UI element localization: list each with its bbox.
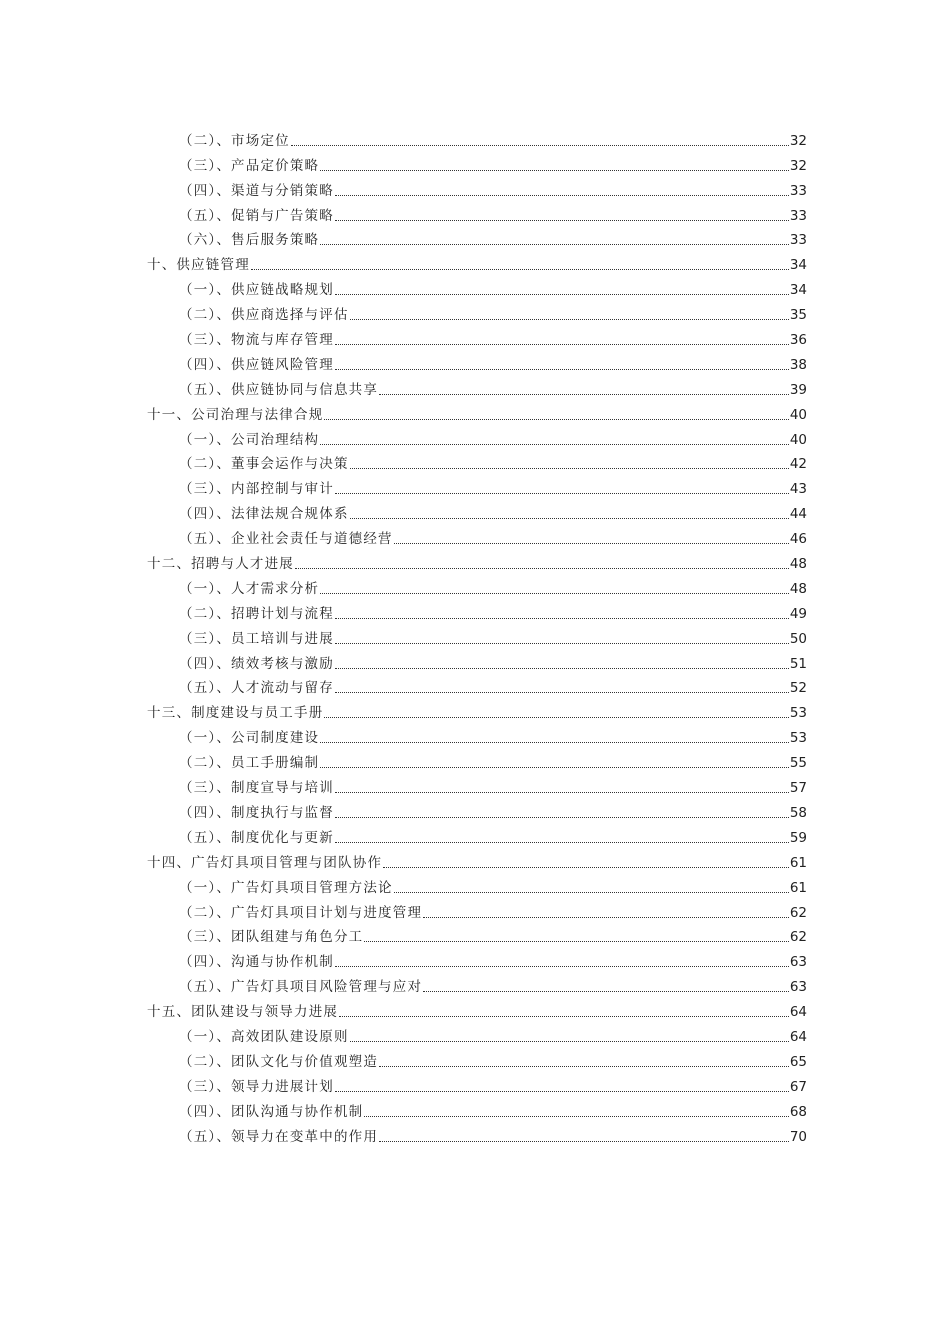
toc-entry-page-number: 46 bbox=[789, 531, 807, 548]
toc-entry-title: （二）、市场定位 bbox=[179, 132, 290, 149]
toc-entry-page-number: 58 bbox=[789, 804, 807, 821]
dot-leader bbox=[394, 543, 789, 544]
toc-entry-title: （二）、广告灯具项目计划与进度管理 bbox=[179, 904, 423, 921]
toc-entry-title: （一）、公司制度建设 bbox=[179, 730, 320, 747]
toc-entry-title: （三）、内部控制与审计 bbox=[179, 481, 334, 498]
toc-section-entry[interactable] bbox=[147, 572, 807, 597]
dot-leader bbox=[335, 294, 789, 295]
toc-entry-title: （二）、招聘计划与流程 bbox=[179, 605, 334, 622]
dot-leader bbox=[423, 991, 789, 992]
dot-leader bbox=[335, 220, 789, 221]
toc-section-entry[interactable] bbox=[147, 597, 807, 622]
dot-leader bbox=[335, 493, 789, 494]
toc-entry-title: （一）、供应链战略规划 bbox=[179, 282, 334, 299]
toc-entry-page-number: 48 bbox=[789, 580, 807, 597]
toc-section-entry[interactable] bbox=[147, 746, 807, 771]
toc-entry-title: （四）、沟通与协作机制 bbox=[179, 954, 334, 971]
toc-entry-title: （五）、促销与广告策略 bbox=[179, 207, 334, 224]
toc-entry-title: 十四、广告灯具项目管理与团队协作 bbox=[147, 854, 383, 871]
dot-leader bbox=[320, 767, 789, 768]
dot-leader bbox=[379, 394, 789, 395]
dot-leader bbox=[350, 518, 789, 519]
toc-section-entry[interactable] bbox=[147, 124, 807, 149]
toc-section-entry[interactable] bbox=[147, 1095, 807, 1120]
toc-entry-page-number: 53 bbox=[789, 730, 807, 747]
toc-entry-title: （一）、高效团队建设原则 bbox=[179, 1028, 349, 1045]
toc-section-entry[interactable] bbox=[147, 672, 807, 697]
dot-leader bbox=[335, 643, 789, 644]
toc-entry-page-number: 35 bbox=[789, 307, 807, 324]
toc-chapter-entry[interactable] bbox=[147, 547, 807, 572]
toc-entry-page-number: 33 bbox=[789, 232, 807, 249]
toc-section-entry[interactable] bbox=[147, 771, 807, 796]
toc-entry-title: （三）、员工培训与进展 bbox=[179, 630, 334, 647]
dot-leader bbox=[324, 717, 788, 718]
toc-entry-page-number: 59 bbox=[789, 829, 807, 846]
toc-entry-page-number: 61 bbox=[789, 854, 807, 871]
toc-chapter-entry[interactable] bbox=[147, 248, 807, 273]
toc-entry-page-number: 67 bbox=[789, 1078, 807, 1095]
toc-entry-page-number: 63 bbox=[789, 979, 807, 996]
toc-entry-page-number: 62 bbox=[789, 929, 807, 946]
toc-entry-title: 十五、团队建设与领导力进展 bbox=[147, 1004, 339, 1021]
toc-entry-page-number: 34 bbox=[789, 257, 807, 274]
toc-section-entry[interactable] bbox=[147, 970, 807, 995]
toc-section-entry[interactable] bbox=[147, 348, 807, 373]
dot-leader bbox=[320, 742, 789, 743]
dot-leader bbox=[350, 468, 789, 469]
dot-leader bbox=[335, 817, 789, 818]
table-of-contents bbox=[147, 124, 807, 1145]
toc-section-entry[interactable] bbox=[147, 921, 807, 946]
dot-leader bbox=[335, 842, 789, 843]
toc-section-entry[interactable] bbox=[147, 647, 807, 672]
dot-leader bbox=[324, 419, 788, 420]
dot-leader bbox=[379, 1066, 789, 1067]
dot-leader bbox=[335, 1091, 789, 1092]
toc-section-entry[interactable] bbox=[147, 945, 807, 970]
toc-entry-title: （五）、人才流动与留存 bbox=[179, 680, 334, 697]
toc-section-entry[interactable] bbox=[147, 323, 807, 348]
toc-entry-title: 十三、制度建设与员工手册 bbox=[147, 705, 324, 722]
toc-entry-title: （六）、售后服务策略 bbox=[179, 232, 320, 249]
dot-leader bbox=[335, 966, 789, 967]
dot-leader bbox=[383, 867, 789, 868]
dot-leader bbox=[335, 195, 789, 196]
toc-entry-page-number: 48 bbox=[789, 556, 807, 573]
dot-leader bbox=[423, 917, 789, 918]
toc-chapter-entry[interactable] bbox=[147, 398, 807, 423]
dot-leader bbox=[320, 444, 789, 445]
dot-leader bbox=[339, 1016, 789, 1017]
toc-entry-title: （一）、人才需求分析 bbox=[179, 580, 320, 597]
toc-section-entry[interactable] bbox=[147, 1045, 807, 1070]
dot-leader bbox=[251, 269, 789, 270]
toc-entry-page-number: 43 bbox=[789, 481, 807, 498]
toc-entry-title: （三）、团队组建与角色分工 bbox=[179, 929, 364, 946]
toc-entry-title: （五）、企业社会责任与道德经营 bbox=[179, 531, 393, 548]
dot-leader bbox=[335, 344, 789, 345]
dot-leader bbox=[291, 145, 789, 146]
toc-section-entry[interactable] bbox=[147, 423, 807, 448]
toc-entry-title: （一）、公司治理结构 bbox=[179, 431, 320, 448]
toc-section-entry[interactable] bbox=[147, 149, 807, 174]
toc-section-entry[interactable] bbox=[147, 224, 807, 249]
toc-entry-page-number: 63 bbox=[789, 954, 807, 971]
dot-leader bbox=[320, 593, 789, 594]
toc-entry-page-number: 38 bbox=[789, 356, 807, 373]
toc-entry-page-number: 61 bbox=[789, 879, 807, 896]
toc-entry-title: （三）、产品定价策略 bbox=[179, 157, 320, 174]
toc-entry-page-number: 55 bbox=[789, 755, 807, 772]
toc-entry-title: （三）、领导力进展计划 bbox=[179, 1078, 334, 1095]
toc-chapter-entry[interactable] bbox=[147, 995, 807, 1020]
toc-entry-title: （四）、团队沟通与协作机制 bbox=[179, 1103, 364, 1120]
toc-entry-page-number: 68 bbox=[789, 1103, 807, 1120]
toc-entry-page-number: 33 bbox=[789, 182, 807, 199]
toc-section-entry[interactable] bbox=[147, 472, 807, 497]
toc-section-entry[interactable] bbox=[147, 199, 807, 224]
toc-entry-title: （四）、绩效考核与激励 bbox=[179, 655, 334, 672]
dot-leader bbox=[335, 792, 789, 793]
toc-section-entry[interactable] bbox=[147, 273, 807, 298]
toc-entry-title: （四）、制度执行与监督 bbox=[179, 804, 334, 821]
dot-leader bbox=[335, 668, 789, 669]
toc-chapter-entry[interactable] bbox=[147, 696, 807, 721]
toc-entry-title: （二）、员工手册编制 bbox=[179, 755, 320, 772]
toc-entry-page-number: 62 bbox=[789, 904, 807, 921]
toc-section-entry[interactable] bbox=[147, 174, 807, 199]
toc-entry-page-number: 40 bbox=[789, 431, 807, 448]
toc-section-entry[interactable] bbox=[147, 448, 807, 473]
dot-leader bbox=[320, 170, 789, 171]
dot-leader bbox=[295, 568, 789, 569]
toc-section-entry[interactable] bbox=[147, 896, 807, 921]
toc-entry-title: （一）、广告灯具项目管理方法论 bbox=[179, 879, 393, 896]
toc-section-entry[interactable] bbox=[147, 298, 807, 323]
toc-entry-page-number: 33 bbox=[789, 207, 807, 224]
toc-entry-page-number: 32 bbox=[789, 132, 807, 149]
dot-leader bbox=[364, 1116, 788, 1117]
toc-entry-title: （二）、董事会运作与决策 bbox=[179, 456, 349, 473]
toc-section-entry[interactable] bbox=[147, 721, 807, 746]
dot-leader bbox=[350, 319, 789, 320]
toc-section-entry[interactable] bbox=[147, 821, 807, 846]
toc-entry-page-number: 34 bbox=[789, 282, 807, 299]
toc-entry-page-number: 32 bbox=[789, 157, 807, 174]
toc-section-entry[interactable] bbox=[147, 1070, 807, 1095]
dot-leader bbox=[350, 1041, 789, 1042]
toc-entry-title: （三）、物流与库存管理 bbox=[179, 332, 334, 349]
toc-entry-title: （二）、团队文化与价值观塑造 bbox=[179, 1053, 379, 1070]
dot-leader bbox=[335, 692, 789, 693]
toc-section-entry[interactable] bbox=[147, 622, 807, 647]
dot-leader bbox=[320, 244, 789, 245]
toc-entry-page-number: 36 bbox=[789, 332, 807, 349]
toc-entry-page-number: 70 bbox=[789, 1128, 807, 1145]
toc-entry-page-number: 39 bbox=[789, 381, 807, 398]
toc-entry-page-number: 42 bbox=[789, 456, 807, 473]
toc-entry-page-number: 50 bbox=[789, 630, 807, 647]
toc-entry-title: （五）、供应链协同与信息共享 bbox=[179, 381, 379, 398]
toc-entry-title: （三）、制度宣导与培训 bbox=[179, 780, 334, 797]
dot-leader bbox=[335, 618, 789, 619]
toc-section-entry[interactable] bbox=[147, 796, 807, 821]
toc-section-entry[interactable] bbox=[147, 497, 807, 522]
toc-entry-page-number: 40 bbox=[789, 406, 807, 423]
toc-entry-title: （五）、领导力在变革中的作用 bbox=[179, 1128, 379, 1145]
dot-leader bbox=[379, 1141, 789, 1142]
dot-leader bbox=[394, 892, 789, 893]
toc-entry-page-number: 57 bbox=[789, 780, 807, 797]
toc-entry-page-number: 64 bbox=[789, 1028, 807, 1045]
toc-entry-title: （五）、制度优化与更新 bbox=[179, 829, 334, 846]
toc-entry-page-number: 51 bbox=[789, 655, 807, 672]
toc-entry-title: （五）、广告灯具项目风险管理与应对 bbox=[179, 979, 423, 996]
toc-entry-page-number: 44 bbox=[789, 506, 807, 523]
toc-entry-title: （四）、供应链风险管理 bbox=[179, 356, 334, 373]
toc-entry-title: 十二、招聘与人才进展 bbox=[147, 556, 294, 573]
toc-entry-page-number: 65 bbox=[789, 1053, 807, 1070]
toc-entry-page-number: 49 bbox=[789, 605, 807, 622]
toc-section-entry[interactable] bbox=[147, 1120, 807, 1145]
toc-section-entry[interactable] bbox=[147, 373, 807, 398]
toc-entry-title: （四）、渠道与分销策略 bbox=[179, 182, 334, 199]
toc-entry-title: 十、供应链管理 bbox=[147, 257, 250, 274]
dot-leader bbox=[335, 369, 789, 370]
toc-section-entry[interactable] bbox=[147, 522, 807, 547]
toc-entry-title: （四）、法律法规合规体系 bbox=[179, 506, 349, 523]
toc-section-entry[interactable] bbox=[147, 1020, 807, 1045]
toc-entry-title: 十一、公司治理与法律合规 bbox=[147, 406, 324, 423]
toc-entry-title: （二）、供应商选择与评估 bbox=[179, 307, 349, 324]
toc-entry-page-number: 64 bbox=[789, 1004, 807, 1021]
toc-entry-page-number: 53 bbox=[789, 705, 807, 722]
toc-section-entry[interactable] bbox=[147, 871, 807, 896]
toc-chapter-entry[interactable] bbox=[147, 846, 807, 871]
dot-leader bbox=[364, 941, 788, 942]
toc-entry-page-number: 52 bbox=[789, 680, 807, 697]
